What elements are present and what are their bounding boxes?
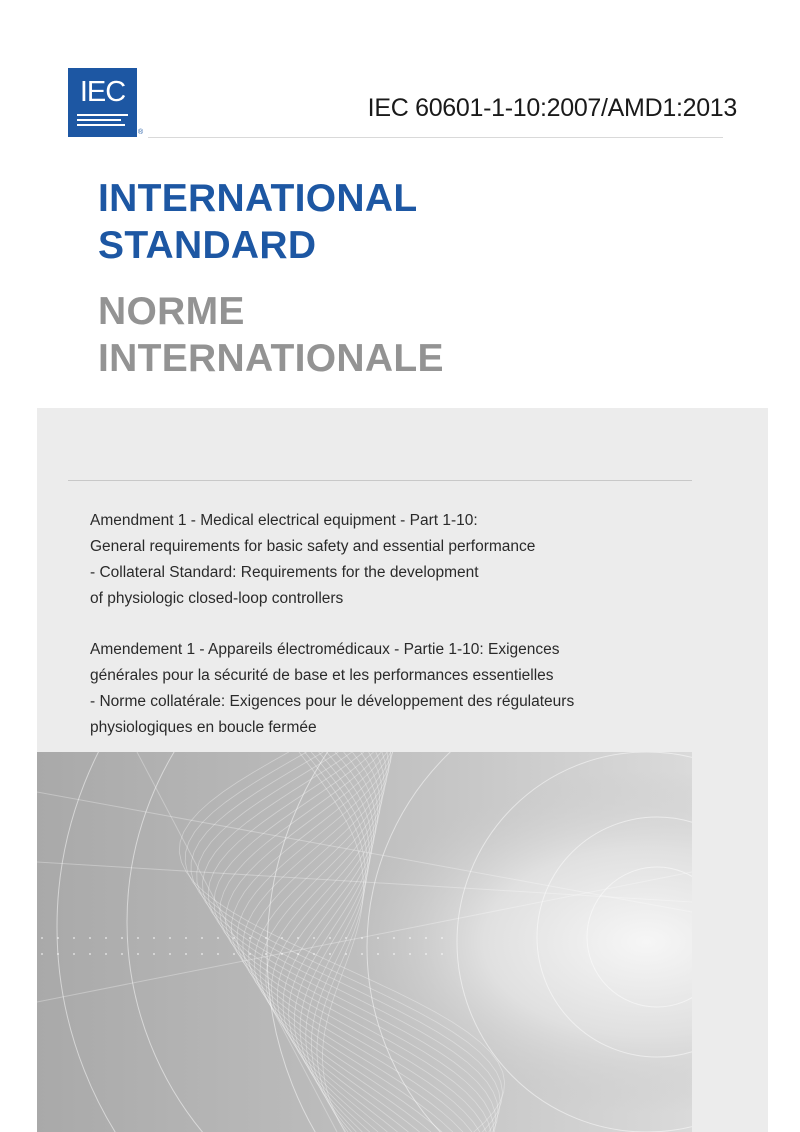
description-english-line: General requirements for basic safety and essential performance bbox=[90, 538, 536, 555]
description-french-line: physiologiques en boucle fermée bbox=[90, 719, 317, 736]
title-french-line1: NORME bbox=[98, 290, 245, 333]
cover-artwork-svg bbox=[37, 752, 692, 1132]
iec-logo bbox=[68, 68, 137, 137]
iec-logo-text: IEC bbox=[79, 76, 126, 108]
title-english bbox=[98, 175, 417, 269]
header-divider bbox=[148, 137, 723, 138]
title-english-line2: STANDARD bbox=[98, 224, 317, 267]
iec-logo-lines bbox=[77, 114, 128, 129]
description-french-line: générales pour la sécurité de base et les performances essentielles bbox=[90, 667, 554, 684]
description-english-line: - Collateral Standard: Requirements for the development bbox=[90, 564, 479, 581]
description-english bbox=[90, 508, 690, 612]
document-id: IEC 60601-1-10:2007/AMD1:2013 bbox=[367, 94, 737, 122]
description-french-line: - Norme collatérale: Exigences pour le développement des régulateurs bbox=[90, 693, 575, 710]
description-english-line: of physiologic closed-loop controllers bbox=[90, 590, 344, 607]
description-english-line: Amendment 1 - Medical electrical equipment - Part 1-10: bbox=[90, 512, 478, 529]
description-french bbox=[90, 637, 690, 741]
description-french-line: Amendement 1 - Appareils électromédicaux - Partie 1-10: Exigences bbox=[90, 641, 560, 658]
panel-divider bbox=[68, 480, 692, 481]
cover-artwork bbox=[37, 752, 692, 1132]
title-english-line1: INTERNATIONAL bbox=[98, 177, 418, 220]
registered-mark: ® bbox=[138, 129, 144, 136]
title-french-line2: INTERNATIONALE bbox=[98, 337, 444, 380]
title-french bbox=[98, 288, 444, 382]
